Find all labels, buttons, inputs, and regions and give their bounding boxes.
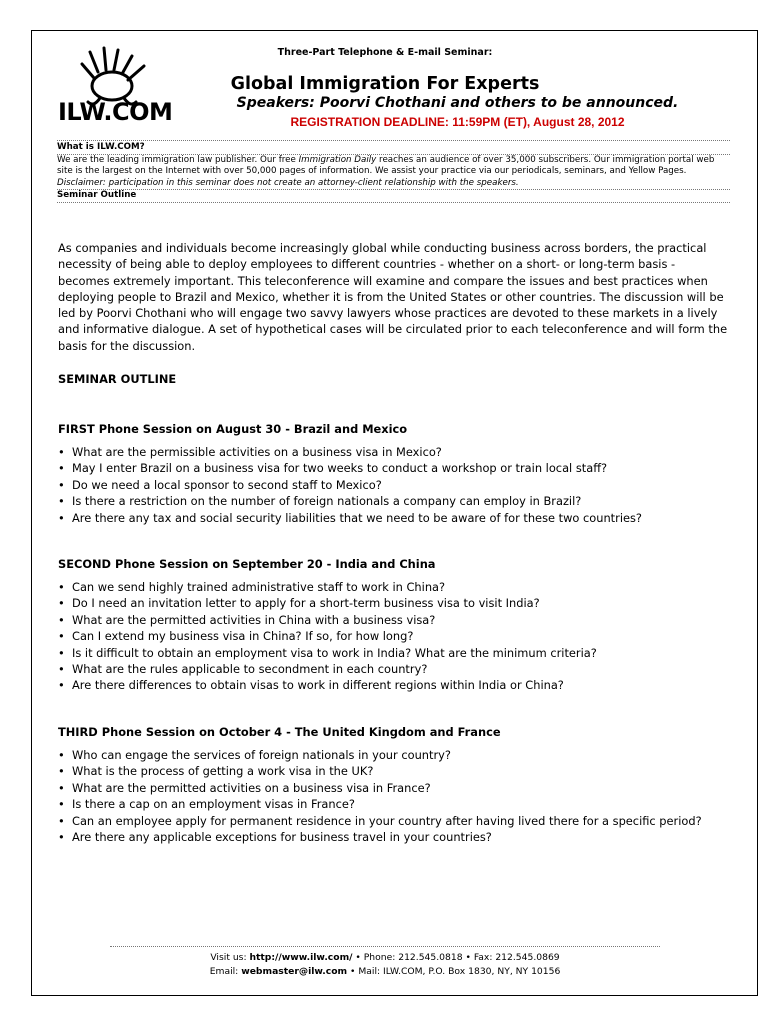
divider: [57, 202, 730, 203]
list-item: • Is there a restriction on the number of foreign nationals a company can employ in Brazil?: [58, 494, 582, 509]
email-link[interactable]: webmaster@ilw.com: [241, 966, 348, 977]
list-item: • What are the rules applicable to secondment in each country?: [58, 662, 428, 677]
list-item: • Can we send highly trained administrative staff to work in China?: [58, 580, 446, 594]
list-item: • Can an employee apply for permanent residence in your country after having lived there for a specific period?: [58, 813, 702, 828]
list-item: • What are the permitted activities in China with a business visa?: [58, 612, 436, 627]
footer-line-1: Visit us: http://www.ilw.com/ • Phone: 212.545.0818 • Fax: 212.545.0869: [210, 952, 560, 963]
list-item: • Do I need an invitation letter to apply for a short-term business visa to visit India?: [58, 596, 540, 611]
seminar-type: Three-Part Telephone & E-mail Seminar:: [277, 47, 493, 58]
list-item: • What is the process of getting a work visa in the UK?: [58, 764, 374, 779]
seminar-outline-label: Seminar Outline: [57, 190, 137, 201]
list-item: • Is it difficult to obtain an employment visa to work in India? What are the minimum criteria?: [58, 645, 597, 660]
footer-divider: [110, 946, 660, 947]
list-item: • What are the permitted activities on a business visa in France?: [58, 780, 431, 795]
website-link[interactable]: http://www.ilw.com/: [249, 952, 353, 963]
list-item: • Is there a cap on an employment visas in France?: [58, 797, 355, 812]
list-item: • What are the permissible activities on a business visa in Mexico?: [58, 445, 442, 459]
list-item: • May I enter Brazil on a business visa for two weeks to conduct a workshop or train local staff?: [58, 461, 608, 476]
outline-heading: SEMINAR OUTLINE: [58, 372, 177, 386]
list-item: • Are there any applicable exceptions for business travel in your countries?: [58, 830, 492, 845]
page-title: Global Immigration For Experts: [230, 74, 540, 94]
session-3-title: THIRD Phone Session on October 4 - The United Kingdom and France: [58, 725, 501, 739]
session-3-questions: [58, 747, 738, 845]
footer-line-2: Email: webmaster@ilw.com • Mail: ILW.COM, P.O. Box 1830, NY, NY 10156: [209, 966, 561, 977]
session-1-questions: [58, 444, 738, 526]
list-item: • Do we need a local sponsor to second staff to Mexico?: [58, 477, 382, 492]
list-item: • Are there differences to obtain visas to work in different regions within India or China?: [58, 678, 564, 693]
logo-text: ILW.COM: [58, 98, 173, 126]
mail-address: Mail: ILW.COM, P.O. Box 1830, NY, NY 10156: [358, 966, 561, 977]
about-box: [57, 140, 730, 203]
about-body: We are the leading immigration law publisher. Our free Immigration Daily reaches an audience of over 35,000 subscribers. Our immigration portal web site is the largest on the Internet with over 50,000 pages of information. We assist your practice via our periodicals, seminars, and Yellow Pages. Disclaimer: participation in this seminar does not create an attorney-client relationship with the speakers.: [57, 154, 715, 188]
session-2-questions: [58, 579, 738, 694]
speakers-line: Speakers: Poorvi Chothani and others to be announced.: [236, 95, 679, 111]
intro-paragraph: As companies and individuals become increasingly global while conducting business across borders, the practical necessity of being able to deploy employees to different countries - whether on a short- or long-term basis - becomes extremely important. This teleconference will examine and compare the issues and best practices when deploying people to Brazil and Mexico, whether it is from the United States or other countries. The discussion will be led by Poorvi Chothani who will engage two savvy lawyers whose practices are devoted to these markets in a lively and informative dialogue. A set of hypothetical cases will be circulated prior to each teleconference and will form the basis for the discussion.: [58, 241, 728, 353]
registration-deadline: REGISTRATION DEADLINE: 11:59PM (ET), August 28, 2012: [290, 115, 625, 129]
disclaimer-text: Disclaimer: participation in this seminar does not create an attorney-client relationship with the speakers.: [57, 177, 519, 188]
about-heading: What is ILW.COM?: [57, 142, 145, 152]
session-2-title: SECOND Phone Session on September 20 - India and China: [58, 557, 436, 571]
list-item: • Are there any tax and social security liabilities that we need to be aware of for these two countries?: [58, 510, 642, 525]
list-item: • Who can engage the services of foreign nationals in your country?: [58, 748, 451, 762]
list-item: • Can I extend my business visa in China? If so, for how long?: [58, 629, 414, 644]
session-1-title: FIRST Phone Session on August 30 - Brazil and Mexico: [58, 422, 408, 436]
immigration-daily-link[interactable]: Immigration Daily: [298, 154, 377, 165]
phone-number: Phone: 212.545.0818: [363, 952, 463, 963]
fax-number: Fax: 212.545.0869: [473, 952, 560, 963]
